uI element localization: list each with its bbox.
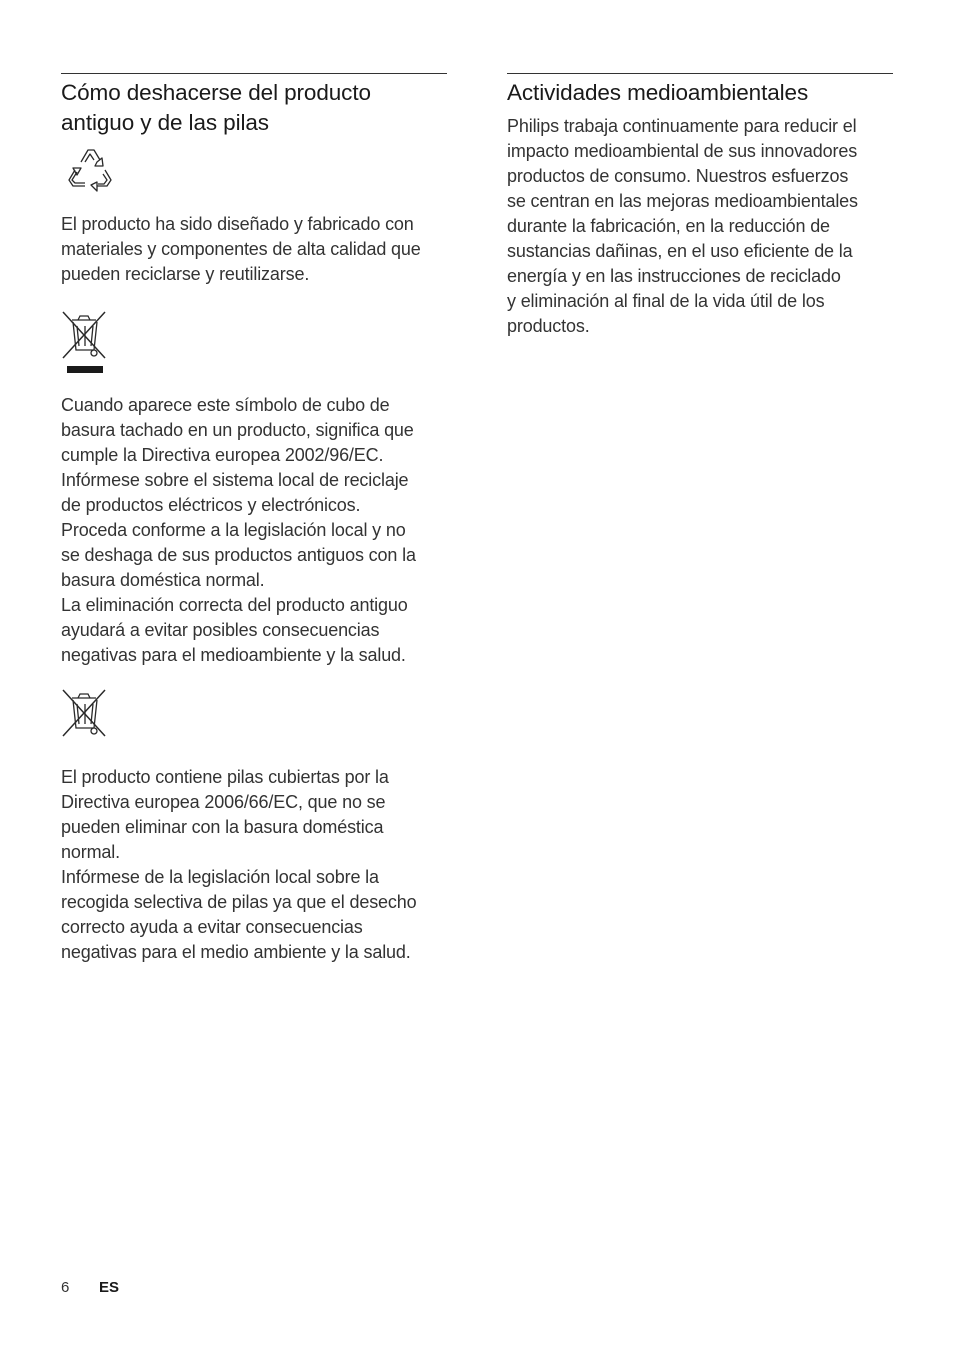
title-line: Cómo deshacerse del producto	[61, 80, 371, 105]
page-footer	[61, 1279, 119, 1296]
section-title-environmental: Actividades medioambientales	[507, 80, 809, 105]
text-line: pueden reciclarse y reutilizarse.	[61, 264, 310, 284]
text-line: basura doméstica normal.	[61, 570, 265, 590]
text-line: normal.	[61, 842, 120, 862]
text-line: correcto ayuda a evitar consecuencias	[61, 917, 363, 937]
text-line: y eliminación al final de la vida útil de los	[507, 291, 825, 311]
page-number: 6	[61, 1279, 70, 1296]
text-line: Philips trabaja continuamente para reducir el	[507, 116, 857, 136]
text-line: de productos eléctricos y electrónicos.	[61, 495, 361, 515]
text-line: Infórmese sobre el sistema local de reciclaje	[61, 470, 409, 490]
text-line: se deshaga de sus productos antiguos con la	[61, 545, 416, 565]
crossed-out-wheelie-bin-icon	[61, 308, 111, 376]
text-line: Proceda conforme a la legislación local y no	[61, 520, 406, 540]
paragraph-weee-directive	[61, 393, 447, 668]
paragraph-materials	[61, 212, 447, 287]
text-line: negativas para el medioambiente y la salud.	[61, 645, 406, 665]
text-line: Infórmese de la legislación local sobre la	[61, 867, 379, 887]
section-divider	[507, 73, 893, 74]
text-line: durante la fabricación, en la reducción de	[507, 216, 830, 236]
text-line: El producto ha sido diseñado y fabricado con	[61, 214, 414, 234]
text-line: energía y en las instrucciones de reciclado	[507, 266, 841, 286]
text-line: El producto contiene pilas cubiertas por la	[61, 767, 389, 787]
text-line: materiales y componentes de alta calidad que	[61, 239, 421, 259]
crossed-out-bin-battery-icon	[61, 686, 111, 738]
left-column	[61, 73, 447, 965]
title-line: antiguo y de las pilas	[61, 110, 269, 135]
text-line: productos.	[507, 316, 590, 336]
recycle-icon	[61, 142, 117, 198]
text-line: pueden eliminar con la basura doméstica	[61, 817, 384, 837]
text-line: ayudará a evitar posibles consecuencias	[61, 620, 380, 640]
language-code: ES	[99, 1279, 120, 1296]
paragraph-battery-directive	[61, 765, 447, 965]
paragraph-environmental	[507, 114, 893, 339]
section-divider	[61, 73, 447, 74]
text-line: basura tachado en un producto, significa que	[61, 420, 414, 440]
text-line: impacto medioambiental de sus innovadores	[507, 141, 858, 161]
text-line: negativas para el medio ambiente y la salud.	[61, 942, 411, 962]
text-line: Directiva europea 2006/66/EC, que no se	[61, 792, 386, 812]
text-line: Cuando aparece este símbolo de cubo de	[61, 395, 390, 415]
text-line: productos de consumo. Nuestros esfuerzos	[507, 166, 849, 186]
text-line: se centran en las mejoras medioambientales	[507, 191, 858, 211]
section-title-disposal	[61, 78, 447, 138]
text-line: recogida selectiva de pilas ya que el desecho	[61, 892, 417, 912]
text-line: La eliminación correcta del producto antiguo	[61, 595, 408, 615]
text-line: cumple la Directiva europea 2002/96/EC.	[61, 445, 384, 465]
text-line: sustancias dañinas, en el uso eficiente de la	[507, 241, 853, 261]
right-column	[507, 73, 893, 339]
